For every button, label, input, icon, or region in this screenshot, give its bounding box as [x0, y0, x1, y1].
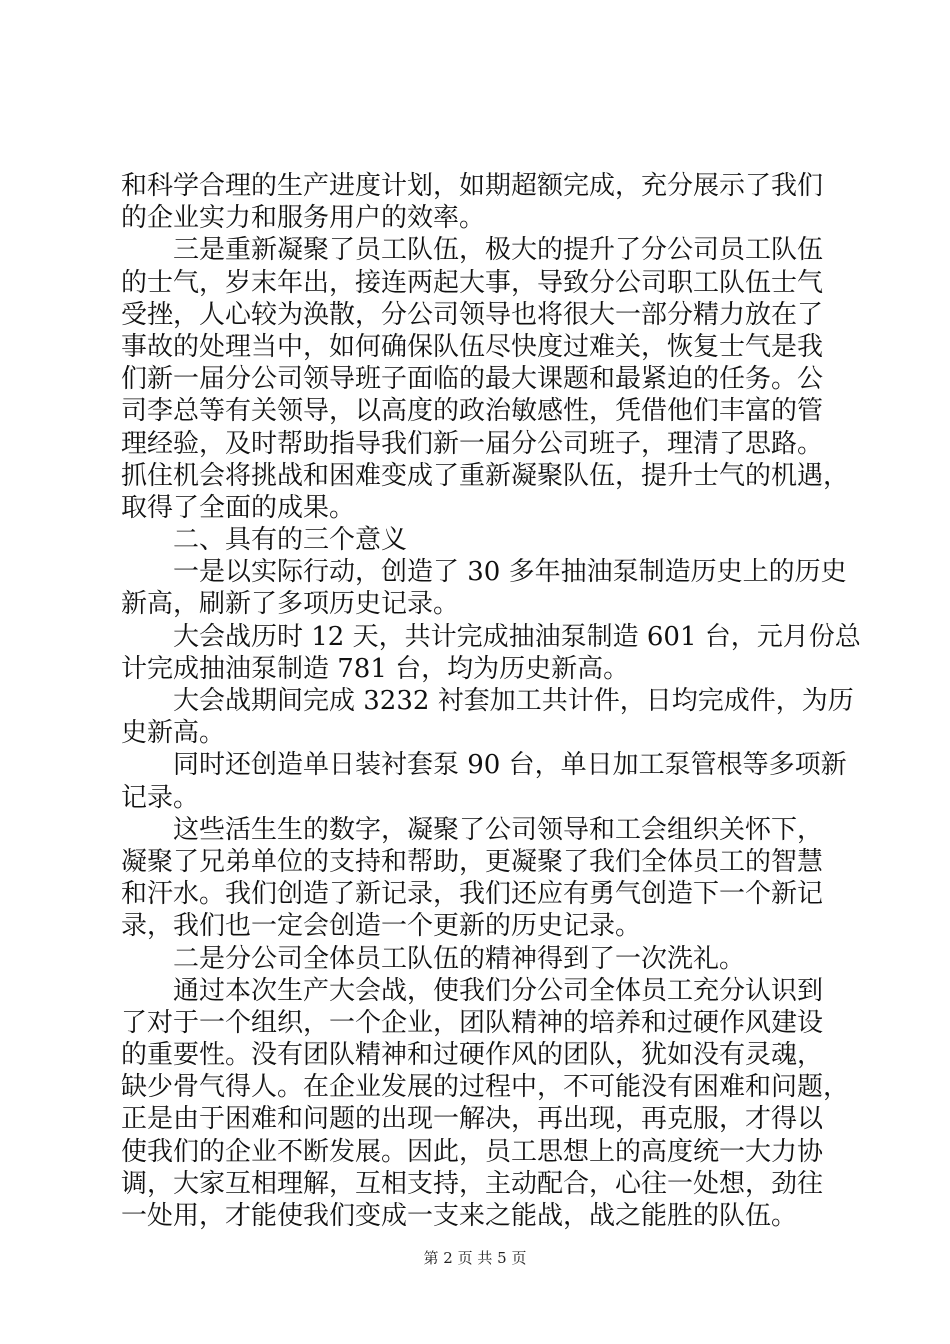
- text-line: 缺少骨气得人。在企业发展的过程中，不可能没有困难和问题，: [121, 1072, 850, 1103]
- text-line: 抓住机会将挑战和困难变成了重新凝聚队伍，提升士气的机遇，: [121, 460, 850, 491]
- text-line: 司李总等有关领导，以高度的政治敏感性，凭借他们丰富的管: [121, 396, 824, 427]
- text-line: 大会战历时 12 天，共计完成抽油泵制造 601 台，元月份总: [121, 621, 861, 652]
- text-line: 凝聚了兄弟单位的支持和帮助，更凝聚了我们全体员工的智慧: [121, 846, 824, 877]
- text-line: 事故的处理当中，如何确保队伍尽快度过难关，恢复士气是我: [121, 331, 824, 362]
- text-line: 这些活生生的数字，凝聚了公司领导和工会组织关怀下，: [121, 814, 824, 845]
- text-line: 史新高。: [121, 718, 226, 749]
- text-line: 受挫，人心较为涣散，分公司领导也将很大一部分精力放在了: [121, 299, 824, 330]
- text-line: 和科学合理的生产进度计划，如期超额完成，充分展示了我们: [121, 171, 824, 201]
- text-line: 记录。: [121, 782, 200, 813]
- text-line: 正是由于困难和问题的出现一解决，再出现，再克服，才得以: [121, 1104, 824, 1135]
- text-line: 调，大家互相理解，互相支持，主动配合，心往一处想，劲往: [121, 1168, 824, 1199]
- text-line: 使我们的企业不断发展。因此，员工思想上的高度统一大力协: [121, 1136, 824, 1167]
- text-line: 们新一届分公司领导班子面临的最大课题和最紧迫的任务。公: [121, 364, 824, 395]
- text-line: 同时还创造单日装衬套泵 90 台，单日加工泵管根等多项新: [121, 750, 847, 781]
- text-line: 计完成抽油泵制造 781 台，均为历史新高。: [121, 653, 630, 684]
- text-line: 大会战期间完成 3232 衬套加工共计件，日均完成件，为历: [121, 686, 854, 716]
- section-heading: 二、具有的三个意义: [121, 525, 408, 556]
- text-line: 一处用，才能使我们变成一支来之能战，战之能胜的队伍。: [121, 1201, 798, 1231]
- text-line: 二是分公司全体员工队伍的精神得到了一次洗礼。: [121, 943, 746, 974]
- text-line: 理经验，及时帮助指导我们新一届分公司班子，理清了思路。: [121, 428, 824, 459]
- text-line: 录，我们也一定会创造一个更新的历史记录。: [121, 911, 642, 942]
- text-line: 新高，刷新了多项历史记录。: [121, 589, 460, 620]
- text-line: 一是以实际行动，创造了 30 多年抽油泵制造历史上的历史: [121, 557, 847, 588]
- text-line: 通过本次生产大会战，使我们分公司全体员工充分认识到: [121, 975, 824, 1006]
- text-line: 取得了全面的成果。: [121, 492, 356, 523]
- document-body: [121, 170, 861, 1232]
- page-number-footer: 第 2 页 共 5 页: [423, 1249, 527, 1267]
- text-line: 和汗水。我们创造了新记录，我们还应有勇气创造下一个新记: [121, 879, 824, 910]
- text-line: 了对于一个组织，一个企业，团队精神的培养和过硬作风建设: [121, 1007, 824, 1038]
- text-line: 三是重新凝聚了员工队伍，极大的提升了分公司员工队伍: [121, 235, 824, 266]
- text-line: 的企业实力和服务用户的效率。: [121, 203, 486, 234]
- text-line: 的士气，岁末年出，接连两起大事，导致分公司职工队伍士气: [121, 267, 824, 298]
- text-line: 的重要性。没有团队精神和过硬作风的团队，犹如没有灵魂，: [121, 1040, 824, 1071]
